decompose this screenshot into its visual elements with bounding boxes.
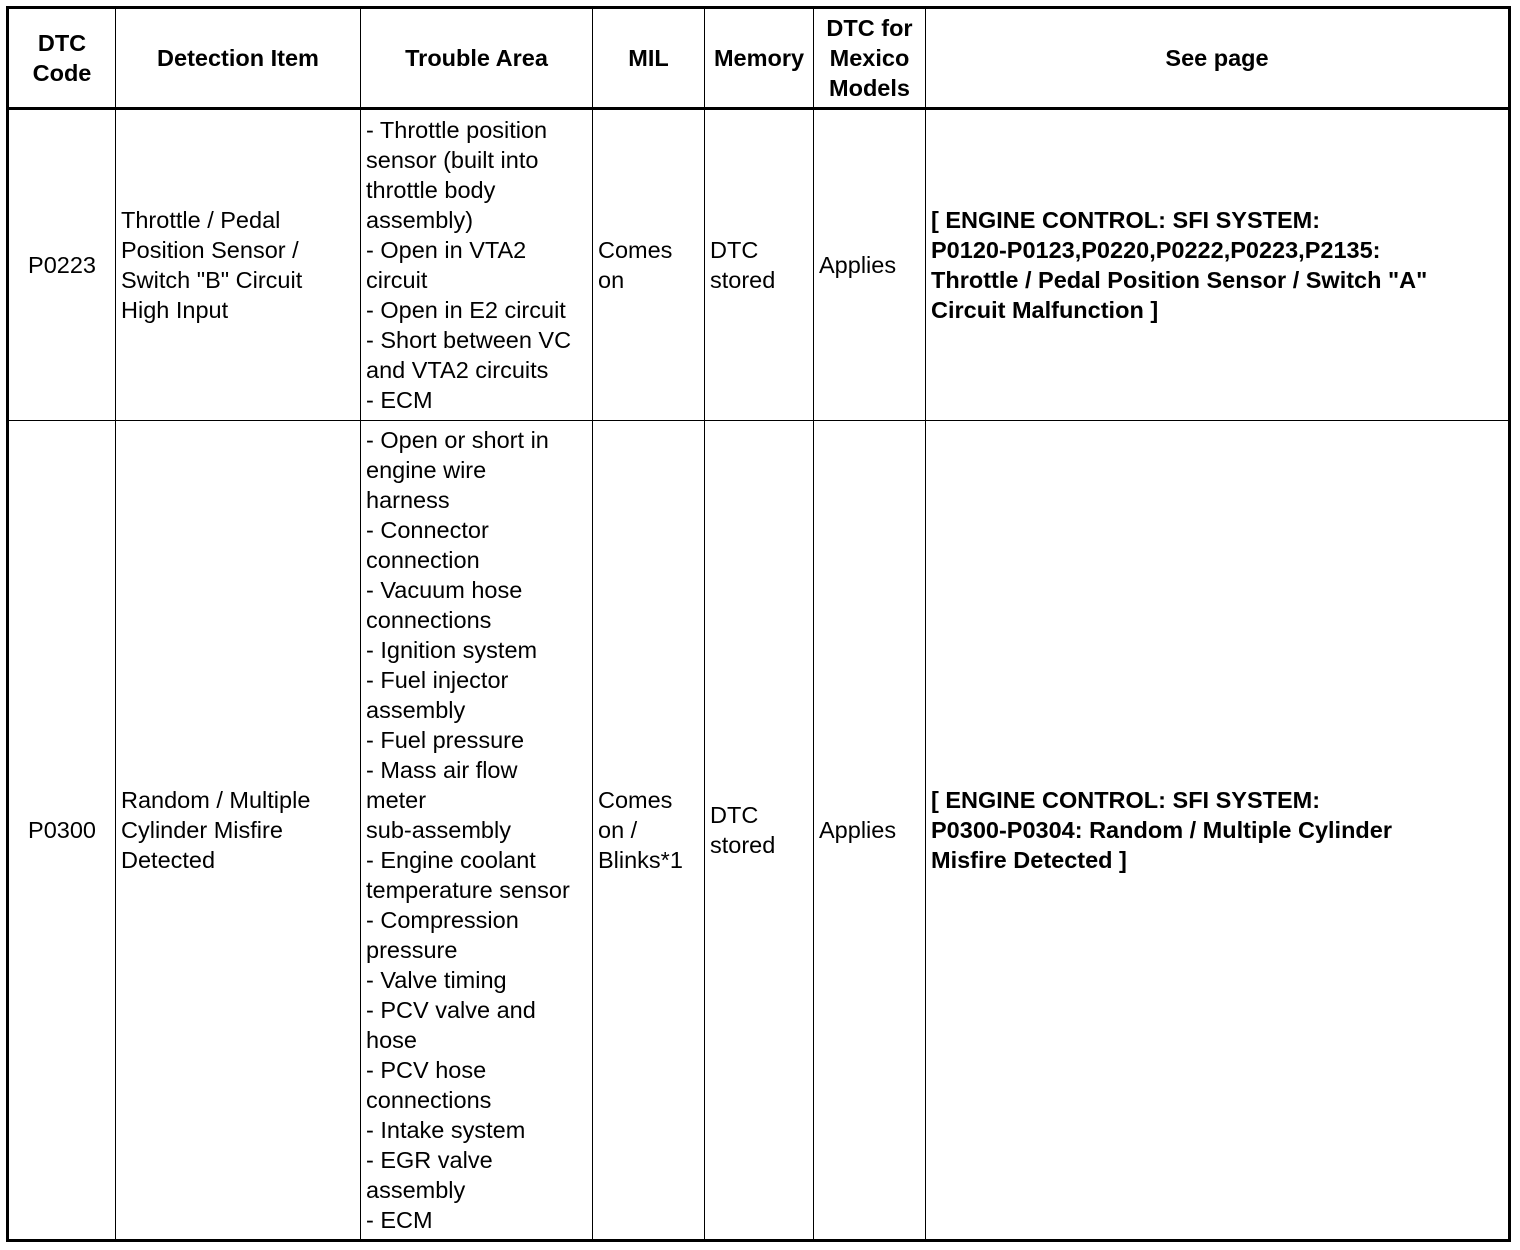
trouble-area-cell (361, 421, 593, 1241)
cell-line: DTC (710, 237, 759, 263)
header-dtc-code (8, 8, 116, 109)
cell-line: - Open in E2 circuit (366, 297, 566, 323)
cell-line: - Fuel injector (366, 667, 509, 693)
see-page-link[interactable] (926, 421, 1510, 1241)
cell-line: - EGR valve (366, 1147, 493, 1173)
mil-cell (593, 421, 705, 1241)
cell-line: - Short between VC (366, 327, 572, 353)
header-dtc-code-line2: Code (32, 60, 92, 86)
cell-line: - Intake system (366, 1117, 526, 1143)
cell-line: Random / Multiple (121, 787, 311, 813)
header-dtc-code-line1: DTC (37, 30, 87, 56)
cell-line: meter (366, 787, 427, 813)
cell-line: connection (366, 547, 480, 573)
cell-line: - ECM (366, 387, 433, 413)
cell-line: on / (598, 817, 638, 843)
table-row (8, 421, 1510, 1241)
cell-line: sensor (built into (366, 147, 539, 173)
header-detection-item: Detection Item (116, 8, 361, 109)
trouble-area-cell (361, 109, 593, 421)
cell-line: High Input (121, 297, 229, 323)
table-body (8, 109, 1510, 1241)
cell-line: circuit (366, 267, 428, 293)
cell-line: P0300-P0304: Random / Multiple Cylinder (931, 817, 1392, 843)
cell-line: Throttle / Pedal (121, 207, 281, 233)
cell-line: - Connector (366, 517, 489, 543)
cell-line: sub-assembly (366, 817, 511, 843)
cell-line: throttle body (366, 177, 496, 203)
dtc-table (6, 6, 1511, 1242)
cell-line: P0120-P0123,P0220,P0222,P0223,P2135: (931, 237, 1381, 263)
cell-line: - Vacuum hose (366, 577, 523, 603)
header-row (8, 8, 1510, 109)
cell-line: Throttle / Pedal Position Sensor / Switch "A" (931, 267, 1428, 293)
cell-line: hose (366, 1027, 417, 1053)
memory-cell (705, 421, 814, 1241)
see-page-link[interactable] (926, 109, 1510, 421)
mexico-models-cell: Applies (814, 421, 926, 1241)
cell-line: on (598, 267, 625, 293)
cell-line: Comes (598, 237, 673, 263)
cell-line: - ECM (366, 1207, 433, 1233)
header-mil: MIL (593, 8, 705, 109)
cell-line: Position Sensor / (121, 237, 299, 263)
cell-line: - Open or short in (366, 427, 549, 453)
mil-cell (593, 109, 705, 421)
cell-line: - Ignition system (366, 637, 538, 663)
header-see-page: See page (926, 8, 1510, 109)
memory-cell (705, 109, 814, 421)
cell-line: Circuit Malfunction ] (931, 297, 1159, 323)
table-row (8, 109, 1510, 421)
cell-line: assembly) (366, 207, 474, 233)
detection-item-cell (116, 109, 361, 421)
cell-line: - PCV hose (366, 1057, 487, 1083)
cell-line: engine wire (366, 457, 487, 483)
header-mexico-line1: DTC for (826, 15, 913, 41)
dtc-code-cell: P0300 (8, 421, 116, 1241)
cell-line: DTC (710, 802, 759, 828)
cell-line: - Throttle position (366, 117, 548, 143)
cell-line: Comes (598, 787, 673, 813)
header-dtc-mexico (814, 8, 926, 109)
cell-line: [ ENGINE CONTROL: SFI SYSTEM: (931, 207, 1321, 233)
cell-line: Misfire Detected ] (931, 847, 1127, 873)
cell-line: Blinks*1 (598, 847, 683, 873)
header-memory: Memory (705, 8, 814, 109)
mexico-models-cell: Applies (814, 109, 926, 421)
dtc-code-cell: P0223 (8, 109, 116, 421)
cell-line: assembly (366, 1177, 466, 1203)
cell-line: assembly (366, 697, 466, 723)
cell-line: Cylinder Misfire (121, 817, 283, 843)
cell-line: - Fuel pressure (366, 727, 525, 753)
cell-line: - Valve timing (366, 967, 507, 993)
cell-line: - Mass air flow (366, 757, 518, 783)
header-mexico-line3: Models (829, 75, 910, 101)
cell-line: and VTA2 circuits (366, 357, 549, 383)
cell-line: stored (710, 267, 776, 293)
cell-line: harness (366, 487, 450, 513)
cell-line: temperature sensor (366, 877, 570, 903)
cell-line: connections (366, 1087, 492, 1113)
header-trouble-area: Trouble Area (361, 8, 593, 109)
cell-line: - Engine coolant (366, 847, 536, 873)
cell-line: Detected (121, 847, 216, 873)
header-mexico-line2: Mexico (829, 45, 910, 71)
cell-line: - Compression (366, 907, 519, 933)
detection-item-cell (116, 421, 361, 1241)
cell-line: - PCV valve and (366, 997, 536, 1023)
table-header (8, 8, 1510, 109)
cell-line: pressure (366, 937, 458, 963)
cell-line: connections (366, 607, 492, 633)
cell-line: [ ENGINE CONTROL: SFI SYSTEM: (931, 787, 1321, 813)
cell-line: Switch "B" Circuit (121, 267, 303, 293)
cell-line: - Open in VTA2 (366, 237, 527, 263)
cell-line: stored (710, 832, 776, 858)
